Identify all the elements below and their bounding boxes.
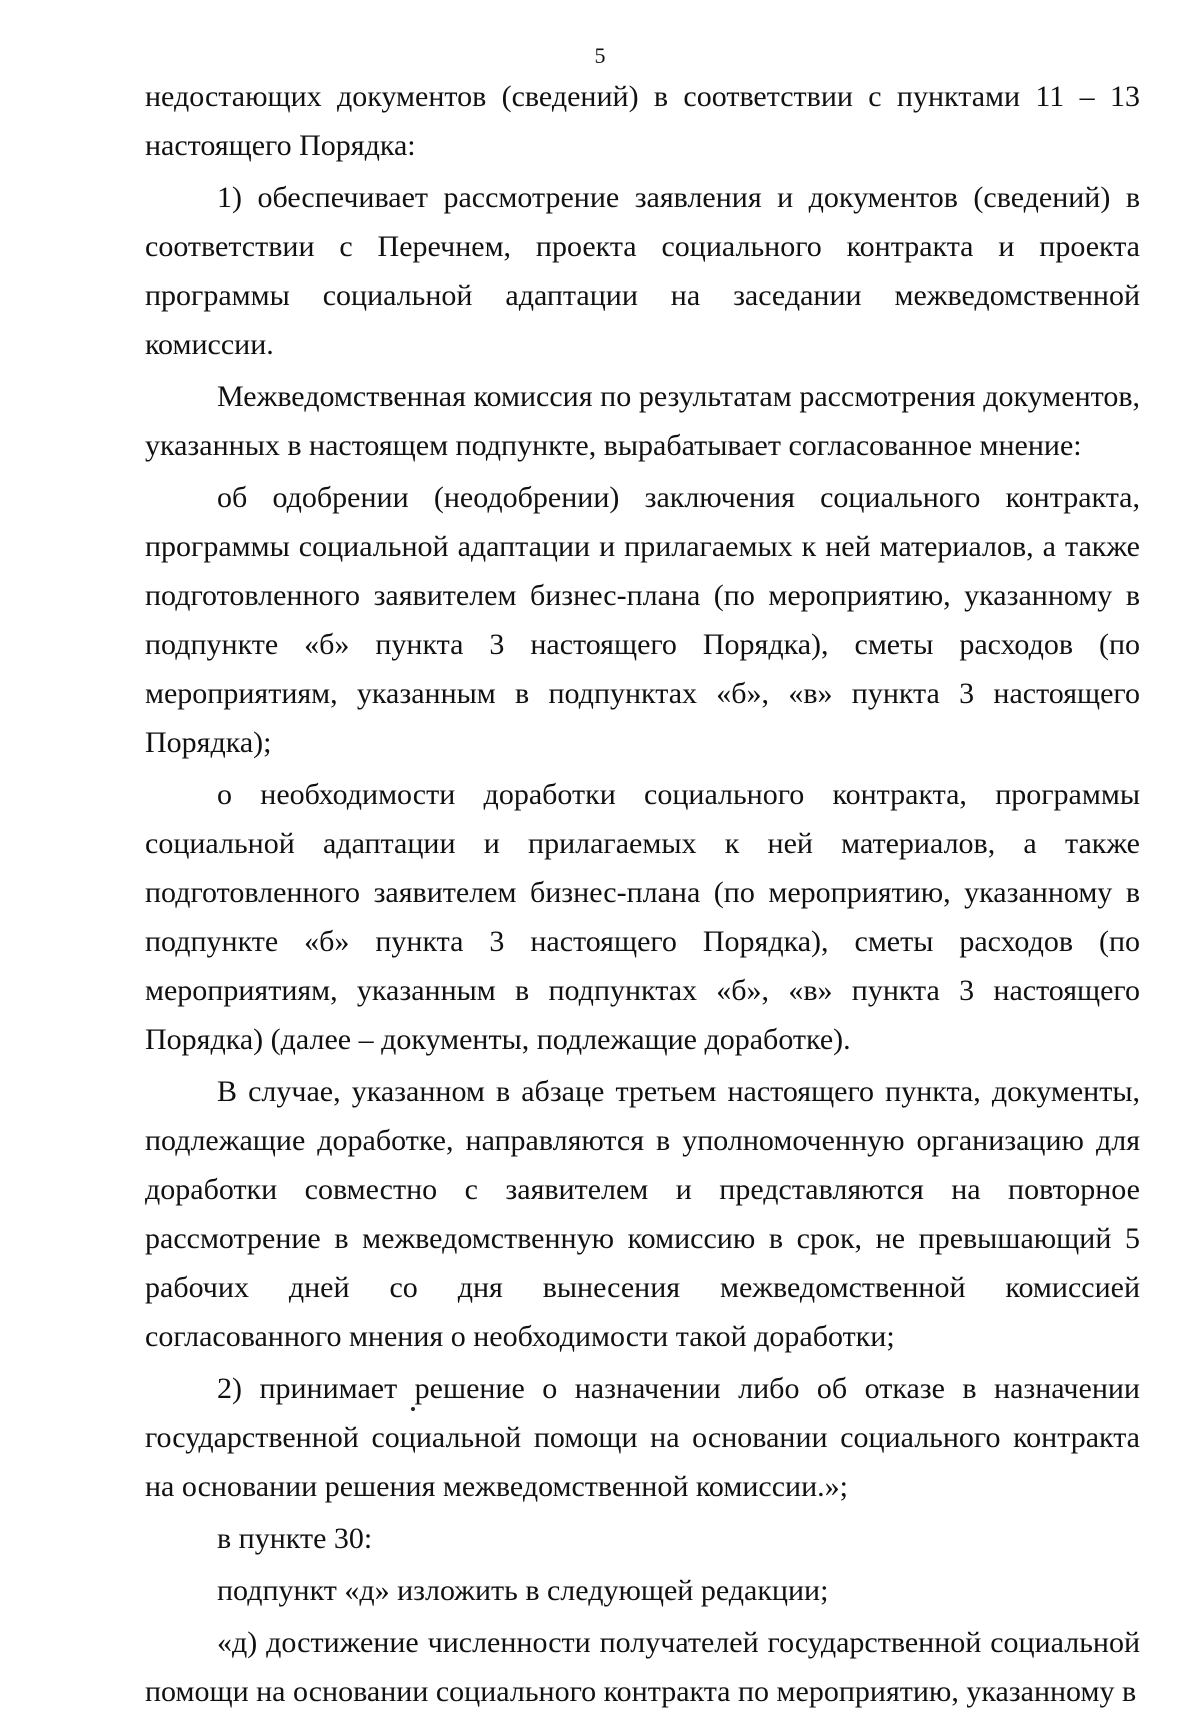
document-body: [145, 72, 1140, 1716]
scan-artifact-dot: [411, 1407, 415, 1411]
paragraph-approval: об одобрении (неодобрении) заключения социального контракта, программы социальной адаптации и прилагаемых к ней материалов, а также подготовленного заявителем бизнес-плана (по мероприятию, указанному в подпункте «б» пункта 3 настоящего Порядка), сметы расходов (по мероприятиям, указанным в подпунктах «б», «в» пункта 3 настоящего Порядка);: [145, 481, 1140, 759]
paragraph-continuation: недостающих документов (сведений) в соответствии с пунктами 11 – 13 настоящего Порядка:: [145, 80, 1140, 162]
paragraph-item-1: 1) обеспечивает рассмотрение заявления и документов (сведений) в соответствии с Перечнем, проекта социального контракта и проекта программы социальной адаптации на заседании межведомственной комиссии.: [145, 181, 1140, 361]
paragraph-revision-need: о необходимости доработки социального контракта, программы социальной адаптации и прилагаемых к ней материалов, а также подготовленного заявителем бизнес-плана (по мероприятию, указанному в подпункте «б» пункта 3 настоящего Порядка), сметы расходов (по мероприятиям, указанным в подпунктах «б», «в» пункта 3 настоящего Порядка) (далее – документы, подлежащие доработке).: [145, 778, 1140, 1056]
paragraph-subpoint-d: подпункт «д» изложить в следующей редакции;: [217, 1574, 829, 1607]
paragraph-revision-case: В случае, указанном в абзаце третьем настоящего пункта, документы, подлежащие доработке, направляются в уполномоченную организацию для доработки совместно с заявителем и представляются на повторное рассмотрение в межведомственную комиссию в срок, не превышающий 5 рабочих дней со дня вынесения межведомственной комиссией согласованного мнения о необходимости такой доработки;: [145, 1075, 1140, 1353]
paragraph-subpoint-d-text: «д) достижение численности получателей государственной социальной помощи на основании социального контракта по мероприятию, указанному в: [145, 1626, 1140, 1708]
paragraph-point-30: в пункте 30:: [217, 1522, 373, 1555]
paragraph-item-2: 2) принимает решение о назначении либо об отказе в назначении государственной социальной помощи на основании социального контракта на основании решения межведомственной комиссии.»;: [145, 1372, 1140, 1503]
paragraph-commission-opinion: Межведомственная комиссия по результатам рассмотрения документов, указанных в настоящем подпункте, вырабатывает согласованное мнение:: [145, 380, 1140, 462]
page-number: 5: [594, 43, 606, 68]
